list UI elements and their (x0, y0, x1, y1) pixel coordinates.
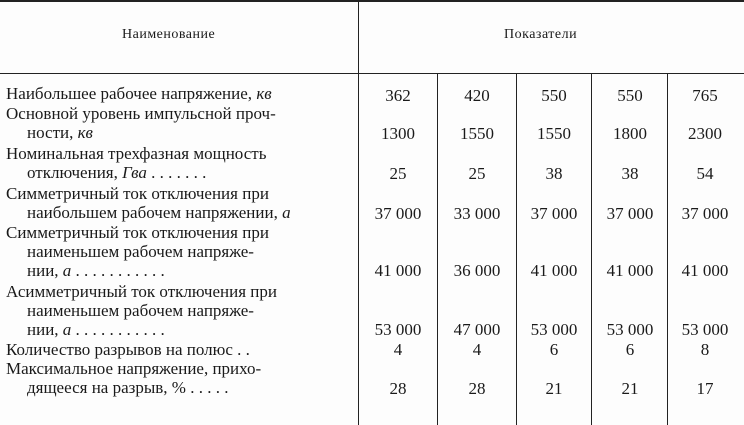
cell-value: 37 000 (681, 204, 729, 223)
cell-value: 1300 (381, 124, 415, 143)
cell-value: 38 (621, 164, 639, 183)
cell-value: 28 (389, 379, 407, 398)
top-rule (0, 0, 744, 2)
cell-value: 6 (625, 340, 635, 359)
cell-value: 47 000 (453, 320, 501, 339)
row-label-line: отключения, Гва . . . . . . . (27, 163, 207, 182)
unit-label: а (62, 320, 72, 339)
cell-value: 36 000 (453, 261, 501, 280)
row-label-line: Асимметричный ток отключения при (6, 282, 277, 301)
cell-value: 41 000 (681, 261, 729, 280)
row-label-line: дящееся на разрыв, % . . . . . (27, 378, 229, 397)
cell-value: 21 (545, 379, 563, 398)
cell-value: 53 000 (374, 320, 422, 339)
cell-value: 4 (472, 340, 482, 359)
cell-value: 54 (696, 164, 714, 183)
unit-label: а (62, 261, 72, 280)
row-label-line: Наибольшее рабочее напряжение, кв (6, 84, 272, 103)
unit-label: Гва (122, 163, 147, 182)
cell-value: 53 000 (530, 320, 578, 339)
row-label-line: нии, а . . . . . . . . . . . (27, 261, 165, 280)
row-label-line: Симметричный ток отключения при (6, 223, 269, 242)
row-label-line: Количество разрывов на полюс . . (6, 340, 250, 359)
row-label-line: Симметричный ток отключения при (6, 184, 269, 203)
cell-value: 53 000 (681, 320, 729, 339)
cell-value: 38 (545, 164, 563, 183)
cell-value: 41 000 (374, 261, 422, 280)
unit-label: а (282, 203, 291, 222)
row-label-line: наименьшем рабочем напряже- (27, 301, 254, 320)
cell-value: 25 (468, 164, 486, 183)
column-divider-2 (437, 74, 438, 425)
row-label-line: ности, кв (27, 123, 93, 142)
cell-value: 25 (389, 164, 407, 183)
cell-value: 4 (393, 340, 403, 359)
header-values-column: Показатели (504, 27, 578, 42)
unit-label: кв (77, 123, 93, 142)
cell-value: 33 000 (453, 204, 501, 223)
cell-value: 28 (468, 379, 486, 398)
row-label-line: наибольшем рабочем напряжении, а (27, 203, 291, 222)
column-divider-4 (591, 74, 592, 425)
cell-value: 2300 (688, 124, 722, 143)
cell-value: 37 000 (530, 204, 578, 223)
cell-value: 420 (464, 86, 490, 105)
cell-value: 37 000 (606, 204, 654, 223)
cell-value: 6 (549, 340, 559, 359)
cell-value: 550 (617, 86, 643, 105)
cell-value: 17 (696, 379, 714, 398)
column-divider-1 (358, 74, 359, 425)
row-label-line: нии, а . . . . . . . . . . . (27, 320, 165, 339)
cell-value: 1800 (613, 124, 647, 143)
cell-value: 8 (700, 340, 710, 359)
cell-value: 41 000 (606, 261, 654, 280)
cell-value: 1550 (537, 124, 571, 143)
row-label-line: Основной уровень импульсной проч- (6, 104, 276, 123)
cell-value: 37 000 (374, 204, 422, 223)
row-label-line: Номинальная трехфазная мощность (6, 144, 267, 163)
cell-value: 550 (541, 86, 567, 105)
unit-label: кв (256, 84, 272, 103)
cell-value: 362 (385, 86, 411, 105)
row-label-line: наименьшем рабочем напряже- (27, 242, 254, 261)
row-label-line: Максимальное напряжение, прихо- (6, 359, 262, 378)
cell-value: 41 000 (530, 261, 578, 280)
cell-value: 1550 (460, 124, 494, 143)
cell-value: 21 (621, 379, 639, 398)
header-rule (0, 73, 744, 74)
header-name-column: Наименование (122, 27, 216, 42)
cell-value: 765 (692, 86, 718, 105)
header-divider (358, 0, 359, 73)
cell-value: 53 000 (606, 320, 654, 339)
